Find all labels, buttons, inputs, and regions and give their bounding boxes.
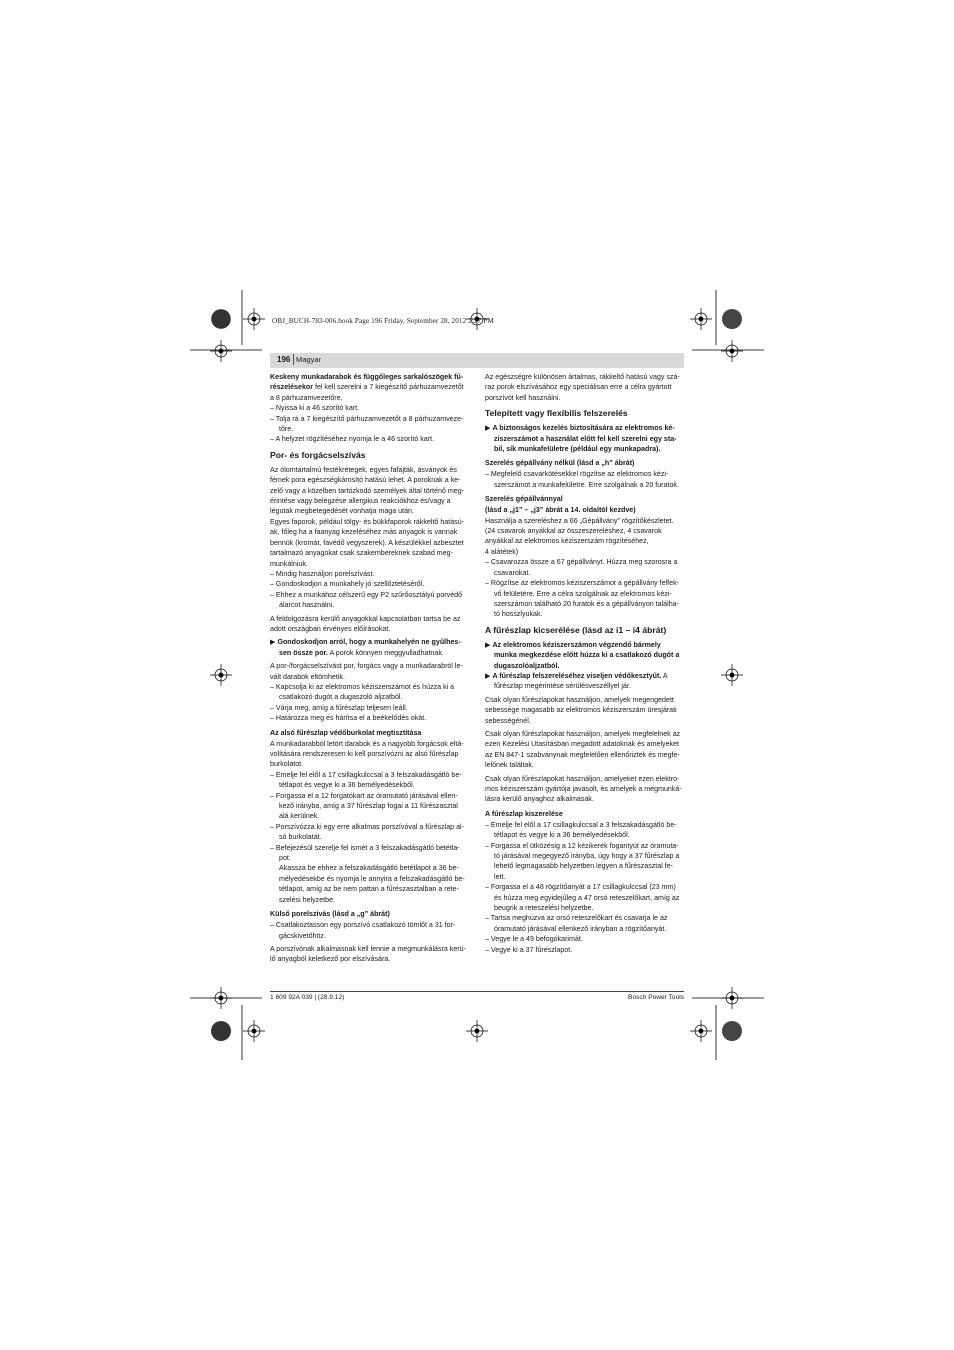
warning-item: ▶ A fűrészlap felszereléséhez viseljen védőkesztyűt. A: [485, 671, 668, 680]
warning-item-cont: sen össze por. A porok könnyen meggyulladhatnak.: [279, 648, 444, 657]
text-line: Csak olyan fűrészlapokat használjon, amelyek megfelelnek az: [485, 729, 681, 738]
list-item-cont: pot.: [279, 854, 291, 863]
subsection-heading: Külső porelszívás (lásd a „g” ábrát): [270, 910, 390, 919]
list-item-cont: álarcot használni.: [279, 601, 335, 610]
list-item: – Rögzítse az elektromos kéziszerszámot a gépállvány felfek-: [485, 579, 679, 588]
text-line: zelő vagy a közelben tartózkodó személyek által történő meg-: [270, 486, 464, 495]
list-item-cont: só burkolatát.: [279, 833, 322, 842]
warning-item-cont: fűrészlap megérintése sérülésveszéllyel jár.: [494, 682, 631, 691]
section-heading: A fűrészlap kicserélése (lásd az i1 – i4 ábrát): [485, 624, 667, 635]
text-line: 4 alátétek): [485, 547, 519, 556]
list-item-cont: szerszámon található 20 furatok és a gépállványon találha-: [494, 599, 679, 608]
text-line: Egyes faporok, például tölgy- és bükkfaporok rákkeltő hatású-: [270, 517, 465, 526]
list-item-cont: lehető legmagasabb helyzetben legyen a fűrészasztal fe-: [494, 862, 674, 871]
footer-doc-number: 1 609 92A 039 | (28.9.12): [270, 994, 345, 1001]
list-item-cont: vő felületére. Erre a célra szolgálnak az elektromos kézi-: [494, 589, 672, 598]
page-header-bar: [270, 353, 684, 368]
text-line: Az egészségre különösen ártalmas, rákkeltő hatású vagy szá-: [485, 373, 680, 381]
warning-item-cont: munka megkezdése előtt húzza ki a csatlakozó dugót a: [494, 651, 680, 660]
text-line: fémek pora egészségkárosító hatású lehet. A poroknak a ke-: [270, 476, 461, 485]
text-line: bennük (kromát, favédő vegyszerek). A készülékkel azbesztet: [270, 538, 464, 547]
text-line: adott országban érvényes előírásokat.: [270, 624, 391, 633]
warning-item: ▶ Az elektromos kéziszerszámon végzendő bármely: [485, 640, 661, 649]
list-item-cont: csavarokat.: [494, 568, 531, 577]
text-line: sebessége magasabb az elektromos kéziszerszám üresjárati: [485, 706, 677, 715]
text-line: lő anyagból keletkező por elszívására.: [270, 955, 391, 964]
list-item-cont: Akassza be ehhez a felszakadásgátló betétlapot a 36 be-: [279, 864, 459, 873]
text-line: A porszívónak alkalmasnak kell lennie a megmunkálásra kerü-: [270, 944, 466, 953]
footer-rule: [270, 991, 684, 992]
text-line: Csak olyan fűrészlapokat használjon, amelyek megengedett: [485, 695, 674, 704]
text-line: tartalmazó anyagokat csak szakembereknek szabad meg-: [270, 549, 453, 558]
list-item: – Vegye ki a 37 fűrészlapot.: [485, 945, 573, 954]
text-line: légutak megbetegedését vonhatja maga után.: [270, 507, 414, 516]
list-item-cont: szelési helyzetbe.: [279, 895, 335, 904]
text-line: anyákkal az elektromos kéziszerszám rögzítéséhez,: [485, 537, 649, 546]
text-line: ezen Kezelési Utasításban megadott adatoknak és amelyeket: [485, 740, 680, 749]
list-item-cont: szerszámot a munkafelületre. Erre szolgálnak a 20 furatok.: [494, 480, 679, 489]
list-item: – Csavarozza össze a 67 gépállványt. Húzza meg szorosra a: [485, 558, 678, 567]
text-line: mos kéziszerszám gyártója javasolt, és amelyek a megmunká-: [485, 785, 682, 793]
list-item: – Porszívózza ki egy erre alkalmas porszívóval a fűrészlap al-: [270, 822, 464, 831]
list-item: – Vegye le a 49 befogókarimát.: [485, 935, 583, 944]
paragraph: részelésekor fel kell szerelni a 7 kiegészítő párhuzamvezetőt: [270, 383, 464, 392]
list-item-cont: mélyedésekbe és nyomja le annyira a felszakadásgátló be-: [279, 874, 465, 883]
text-line: A munkadarabból letört darabok és a nagyobb forgácsok eltá-: [270, 739, 464, 748]
list-item-cont: óramutató járásával ellenkező irányban a rögzítőanyát.: [494, 924, 667, 933]
subsection-heading: A fűrészlap kiszerelése: [485, 809, 563, 818]
left-column: [270, 372, 470, 965]
list-item: – Befejezésül szerelje fel ismét a 3 felszakadásgátló betétla-: [270, 843, 460, 852]
text-line: (24 csavarok anyákkal az összeszereléshez, 4 csavarok: [485, 527, 662, 536]
text-line: az EN 847-1 szabványnak megfelelően ellenőriztek és megfe-: [485, 750, 680, 759]
text-line: A feldolgozásra kerülő anyagokkal kapcsolatban tartsa be az: [270, 614, 461, 623]
text-line: sebességénél.: [485, 716, 531, 725]
warning-item: ▶ Gondoskodjon arról, hogy a munkahelyén ne gyűlhes-: [270, 638, 461, 647]
list-item-cont: alá kerülnek.: [279, 812, 320, 821]
header-divider: [293, 354, 294, 365]
list-item: – Határozza meg és hárítsa el a beékelődés okát.: [270, 714, 427, 723]
list-item: – Tolja rá a 7 kiegészítő párhuzamvezetőt a 8 párhuzamveze-: [270, 414, 464, 423]
warning-item-cont: dugaszolóaljzatból.: [494, 661, 560, 670]
text-line: burkolatot.: [270, 760, 304, 769]
list-item-cont: és húzza meg egyidejűleg a 47 orsó reteszelőkart, amíg az: [494, 893, 680, 902]
list-item-cont: beugrik a reteszelési helyzetbe.: [494, 904, 594, 913]
list-item-cont: csatlakozó dugót a dugaszoló aljzatból.: [279, 693, 403, 702]
subsection-heading: Szerelés gépállvánnyal: [485, 495, 563, 504]
page-language: Magyar: [296, 355, 322, 364]
section-heading: Por- és forgácselszívás: [270, 449, 366, 460]
warning-item-cont: ziszerszámot a használat előtt fel kell szerelni egy sta-: [494, 434, 677, 443]
list-item-cont: lett.: [494, 872, 506, 881]
list-item: – Tartsa meghúzva az orsó reteszelőkart és csavarja le az: [485, 914, 668, 923]
text-line: raz porok elszívásához egy speciálisan erre a célra gyártott: [485, 383, 672, 392]
list-item: – Forgassa el a 48 rögzítőanyát a 17 csillagkulccsal (23 mm): [485, 883, 676, 892]
list-item: – Ehhez a munkához célszerű egy P2 szűrőosztályú porvédő: [270, 590, 463, 599]
list-item: – Mindig használjon porelszívást.: [270, 569, 375, 578]
list-item: – Kapcsolja ki az elektromos kéziszerszámot és húzza ki a: [270, 682, 455, 691]
list-item: – A helyzet rögzítéséhez nyomja le a 46 szorító kart.: [270, 435, 435, 444]
list-item: – Csatlakoztasson egy porszívó csatlakozó tömlőt a 31 for-: [270, 921, 456, 930]
list-item: – Gondoskodjon a munkahely jó szellőztetéséről.: [270, 580, 425, 589]
list-item-cont: gácskivetőhöz.: [279, 931, 326, 940]
list-item: – Megfelelő csavarkötésekkel rögzítse az elektromos kézi-: [485, 470, 669, 479]
list-item-cont: tétlapot és vegye ki a 36 bemélyedésekből.: [494, 831, 630, 840]
text-line: lelőnek találtak.: [485, 761, 534, 770]
list-item-cont: tőre.: [279, 425, 294, 434]
list-item: – Várja meg, amíg a fűrészlap teljesen leáll.: [270, 703, 408, 712]
text-line: porszívót kell használni.: [485, 393, 561, 402]
text-line: Az ólomtartalmú festékrétegek, egyes fafajták, ásványok és: [270, 465, 457, 474]
text-line: ak, főleg ha a faanyag kezeléséhez más anyagok is vannak: [270, 528, 458, 537]
text-line: érintése vagy belégzése allergikus reakciókhoz és/vagy a: [270, 497, 451, 506]
list-item: – Forgassa el a 12 forgatókart az óramutató járásával ellen-: [270, 791, 458, 800]
paragraph: a 8 párhuzamvezetőre.: [270, 393, 343, 402]
text-line: Csak olyan fűrészlapokat használjon, amelyeket ezen elektro-: [485, 774, 680, 783]
text-line: volítására rendszeresen ki kell porszívózni az alsó fűrészlap: [270, 750, 459, 758]
paragraph: Keskeny munkadarabok és függőleges sarkalószögek fű-: [270, 373, 464, 381]
list-item-cont: tétlapot és vegye ki a 36 bemélyedésekből.: [279, 781, 415, 790]
text-line: Használja a szereléshez a 66 „Gépállvány” rögzítőkészletet.: [485, 516, 674, 525]
list-item-cont: tó járásával megegyező irányba, úgy hogy a 37 fűrészlap a: [494, 852, 680, 861]
text-line: lásra kerülő anyaghoz alkalmasak.: [485, 795, 594, 804]
print-slug: OBJ_BUCH-783-006.book Page 196 Friday, September 28, 2012 2:27 PM: [272, 317, 494, 325]
subsection-heading: Az alsó fűrészlap védőburkolat megtisztítása: [270, 728, 422, 737]
page-number: 196: [277, 355, 291, 364]
list-item: – Emelje fel elől a 17 csillagkulccsal a 3 felszakadásgátló be-: [270, 770, 462, 779]
section-heading: Telepített vagy flexibilis felszerelés: [485, 408, 628, 419]
list-item-cont: kező irányba, amíg a 37 fűrészlap fogai a 11 fűrészasztal: [279, 802, 458, 811]
subsection-heading: Szerelés gépállvány nélkül (lásd a „h” ábrát): [485, 459, 635, 468]
list-item: – Nyissa ki a 46 szorító kart.: [270, 404, 360, 413]
list-item-cont: tétlapot, amíg az be nem pattan a fűrészasztalban a rete-: [279, 885, 459, 894]
right-column: [485, 372, 685, 955]
list-item: – Forgassa el ütközésig a 12 kézikerék fogantyút az óramuta-: [485, 841, 679, 850]
warning-item: ▶ A biztonságos kezelés biztosítására az elektromos ké-: [485, 424, 675, 433]
text-line: vált darabok eltömhetik.: [270, 672, 345, 681]
footer-brand: Bosch Power Tools: [628, 994, 684, 1001]
warning-item-cont: bil, sík munkafelületre (például egy munkapadra).: [494, 445, 661, 454]
text-line: A por-/forgácselszívást por, forgács vagy a munkadarabról le-: [270, 662, 463, 671]
subsection-heading-cont: (lásd a „j1” – „j3” ábrát a 14. oldaltól kezdve): [485, 506, 636, 515]
list-item: – Emelje fel elől a 17 csillagkulccsal a 3 felszakadásgátló be-: [485, 820, 677, 829]
list-item-cont: tó hosszlyukak.: [494, 610, 543, 619]
text-line: munkálniuk.: [270, 559, 308, 568]
